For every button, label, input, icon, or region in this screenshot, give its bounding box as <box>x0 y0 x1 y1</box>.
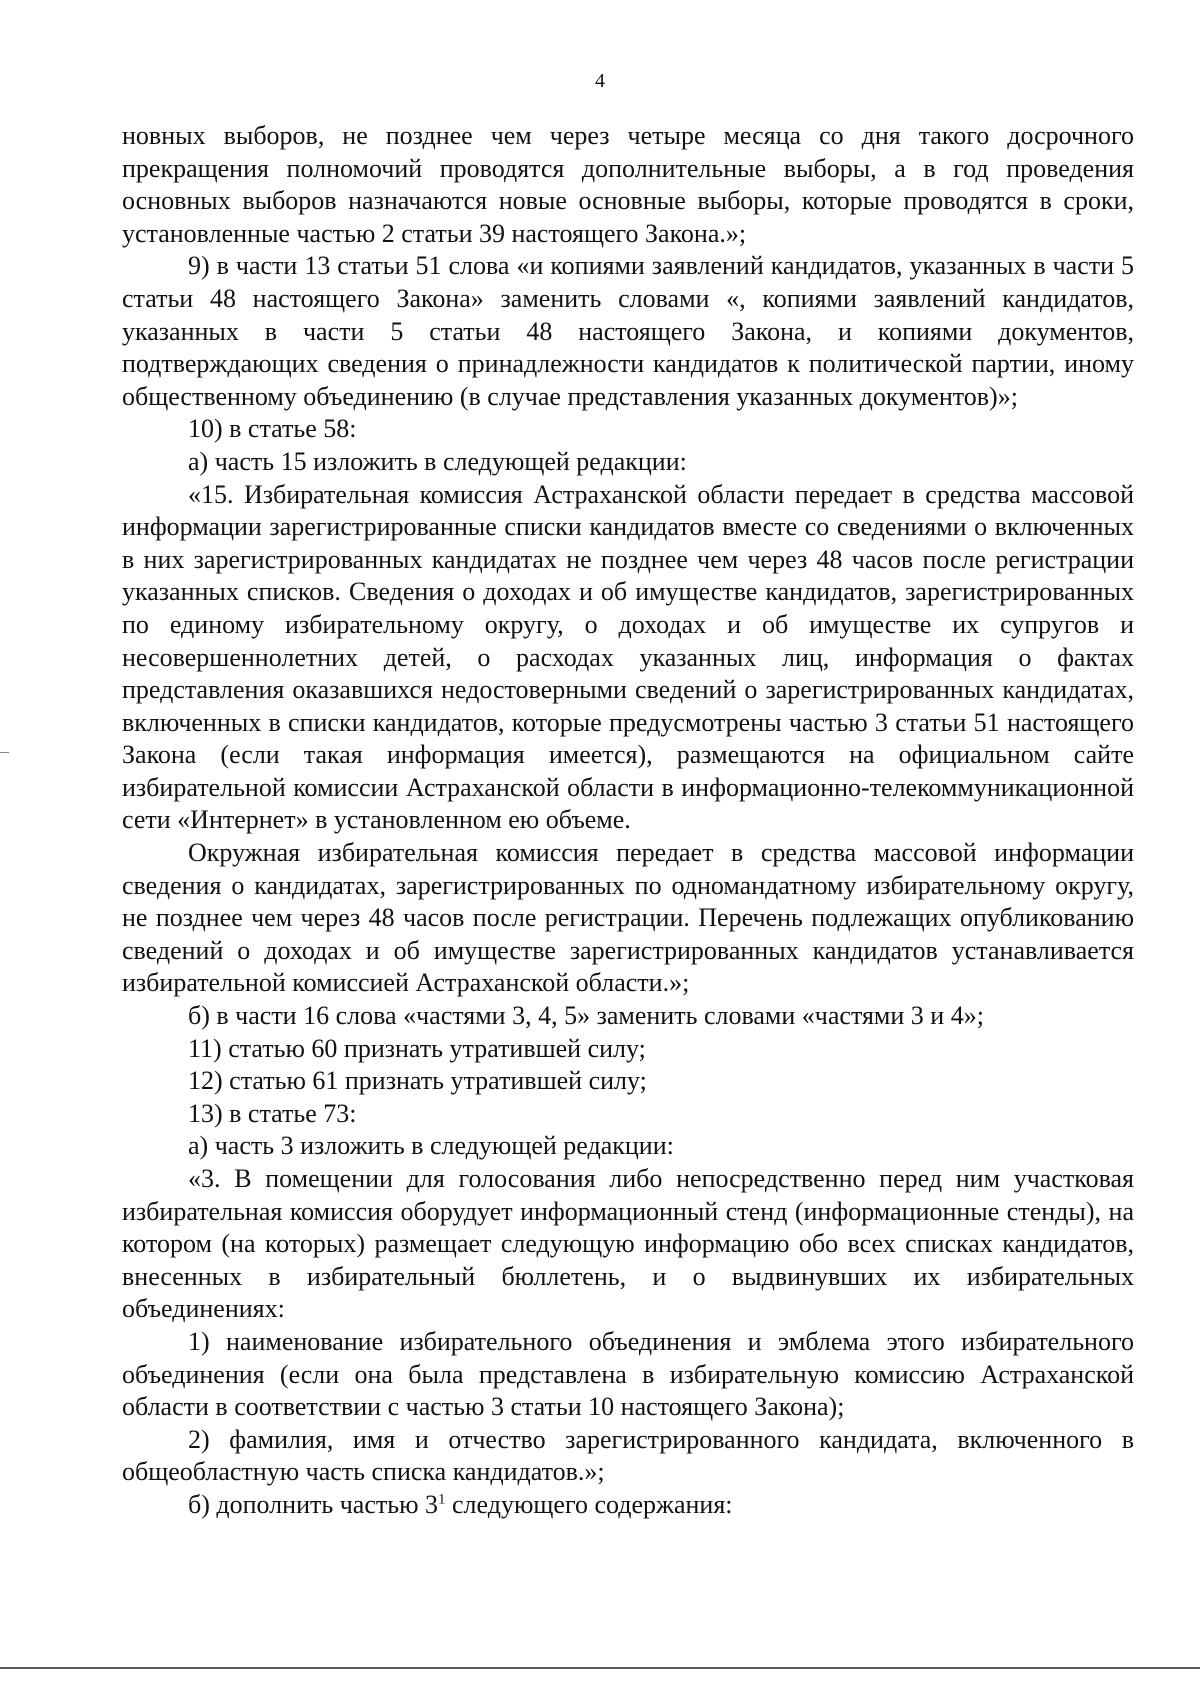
paragraph-part-3: «3. В помещении для голосования либо непосредственно перед ним участковая избирательная комиссия оборудует информационный стенд (информационные стенды), на котором (на которых) размещает следующую информацию обо всех списках кандидатов, внесенных в избирательный бюллетень, и о выдвинувших их избирательных объединениях: <box>122 1164 1134 1324</box>
paragraph-item-9: 9) в части 13 статьи 51 слова «и копиями заявлений кандидатов, указанных в части 5 статьи 48 настоящего Закона» заменить словами «, копиями заявлений кандидатов, указанных в части 5 статьи 48 настоящего Закона, и копиями документов, подтверждающих сведения о принадлежности кандидатов к политической партии, иному общественному объединению (в случае представления указанных документов)»; <box>122 251 1134 411</box>
paragraph-item-13: 13) в статье 73: <box>188 1098 357 1128</box>
paragraph-item-13a: а) часть 3 изложить в следующей редакции: <box>188 1131 674 1161</box>
scan-edge-mark <box>0 752 9 753</box>
paragraph-district-commission: Окружная избирательная комиссия передает в средства массовой информации сведения о кандидатах, зарегистрированных по одномандатному избирательному округу, не позднее чем через 48 часов после регистрации. Перечень подлежащих опубликованию сведений о доходах и об имуществе зарегистрированных кандидатов устанавливается избирательной комиссией Астраханской области.»; <box>122 838 1134 998</box>
paragraph-subitem-1: 1) наименование избирательного объединения и эмблема этого избирательного объединения (если она была представлена в избирательную комиссию Астраханской области в соответствии с частью 3 статьи 10 настоящего Закона); <box>122 1326 1134 1422</box>
paragraph-item-10a: а) часть 15 изложить в следующей редакции: <box>188 446 687 476</box>
document-body <box>122 120 1134 1522</box>
paragraph-item-10b: б) в части 16 слова «частями 3, 4, 5» заменить словами «частями 3 и 4»; <box>188 1001 984 1031</box>
page-number: 4 <box>595 70 605 92</box>
paragraph-item-13b <box>122 1489 1134 1522</box>
page-bottom-rule <box>0 1667 1200 1669</box>
paragraph-item-13b-text: б) дополнить частью 3 <box>188 1489 439 1519</box>
superscript-index: 1 <box>438 1491 446 1508</box>
paragraph-item-11: 11) статью 60 признать утратившей силу; <box>188 1033 646 1063</box>
paragraph-subitem-2: 2) фамилия, имя и отчество зарегистрированного кандидата, включенного в общеобластную часть списка кандидатов.»; <box>122 1424 1134 1487</box>
paragraph-item-12: 12) статью 61 признать утратившей силу; <box>188 1066 647 1096</box>
paragraph-item-10: 10) в статье 58: <box>188 414 357 444</box>
paragraph-item-13b-tail: следующего содержания: <box>445 1489 733 1519</box>
paragraph-part-15: «15. Избирательная комиссия Астраханской области передает в средства массовой информации зарегистрированные списки кандидатов вместе со сведениями о включенных в них зарегистрированных кандидатах не позднее чем через 48 часов после регистрации указанных списков. Сведения о доходах и об имуществе кандидатов, зарегистрированных по единому избирательному округу, о доходах и об имуществе их супругов и несовершеннолетних детей, о расходах указанных лиц, информация о фактах представления оказавшихся недостоверными сведений о зарегистрированных кандидатах, включенных в списки кандидатов, которые предусмотрены частью 3 статьи 51 настоящего Закона (если такая информация имеется), размещаются на официальном сайте избирательной комиссии Астраханской области в информационно-телекоммуникационной сети «Интернет» в установленном ею объеме. <box>122 479 1134 835</box>
paragraph-continuation: новных выборов, не позднее чем через четыре месяца со дня такого досрочного прекращения полномочий проводятся дополнительные выборы, а в год проведения основных выборов назначаются новые основные выборы, которые проводятся в сроки, установленные частью 2 статьи 39 настоящего Закона.»; <box>122 121 1134 248</box>
